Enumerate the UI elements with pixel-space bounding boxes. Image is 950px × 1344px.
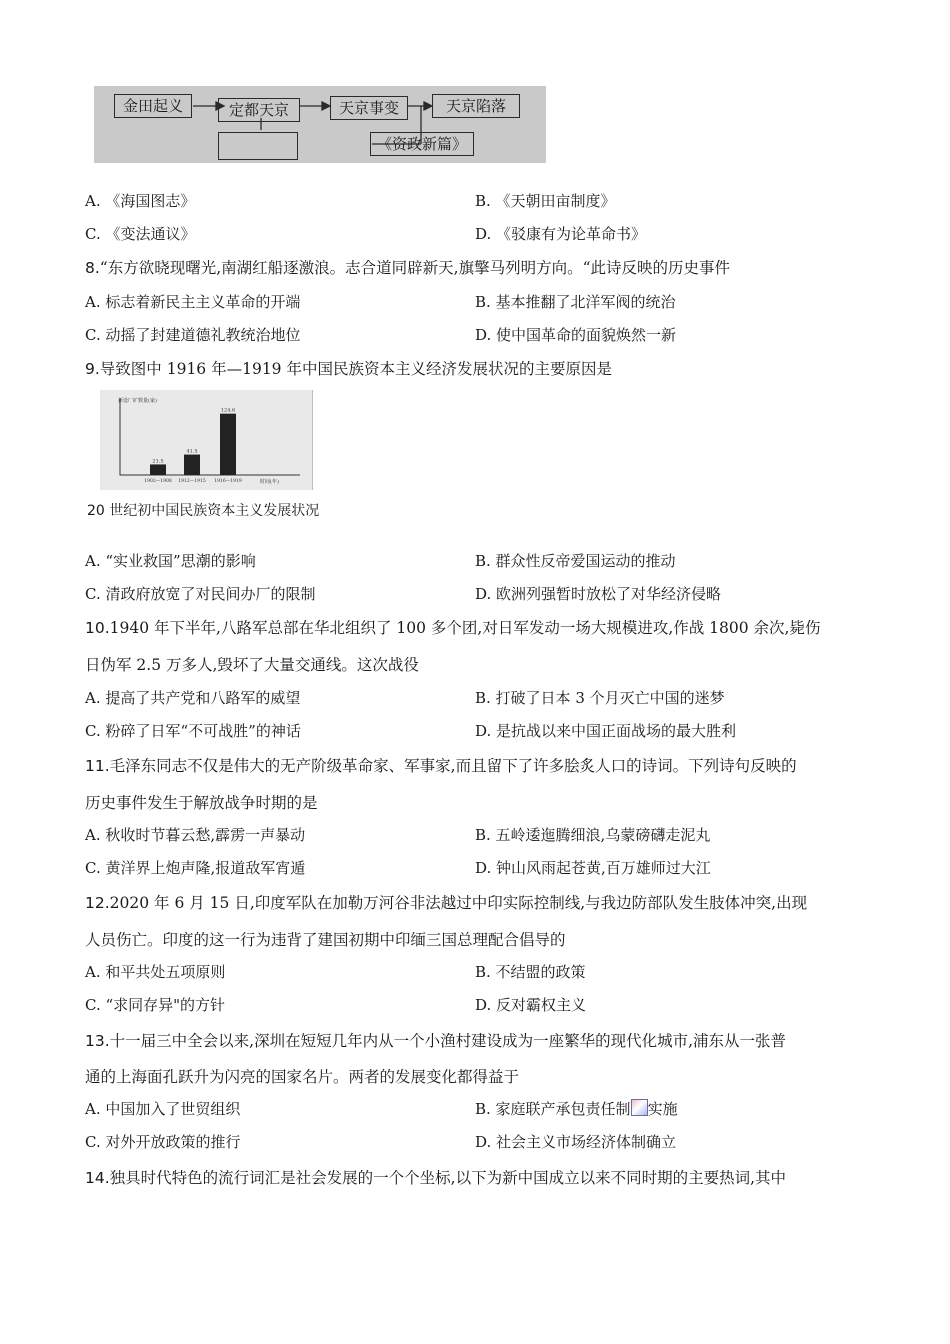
q13-option-b-tail: 实施 xyxy=(647,1100,678,1118)
q9-option-b: B. 群众性反帝爱国运动的推动 xyxy=(475,552,676,570)
chart-xlabel: 时间(年) xyxy=(260,479,279,485)
flow-box-blank xyxy=(218,132,298,160)
q13-option-d: D. 社会主义市场经济体制确立 xyxy=(475,1133,677,1151)
q12-option-a: A. 和平共处五项原则 xyxy=(85,963,226,981)
q9-stem xyxy=(85,357,612,379)
broken-image-icon xyxy=(631,1099,648,1116)
q14-number: 14. xyxy=(85,1169,110,1187)
flow-box-shibian: 天京事变 xyxy=(330,96,408,120)
q10-option-b: B. 打破了日本 3 个月灭亡中国的迷梦 xyxy=(475,689,725,707)
q9-option-c: C. 清政府放宽了对民间办厂的限制 xyxy=(85,585,316,603)
flow-box-xianluo: 天京陷落 xyxy=(432,94,520,118)
q10-text-1: 1940 年下半年,八路军总部在华北组织了 100 多个团,对日军发动一场大规模进攻,作战 1800 余次,毙伤 xyxy=(109,619,821,637)
q13-stem-line1 xyxy=(85,1029,786,1051)
q10-stem-line2: 日伪军 2.5 万多人,毁坏了大量交通线。这次战役 xyxy=(85,656,419,674)
q10-option-c: C. 粉碎了日军“不可战胜”的神话 xyxy=(85,722,301,740)
q13-text-1: 十一届三中全会以来,深圳在短短几年内从一个小渔村建设成为一座繁华的现代化城市,浦东从一张普 xyxy=(109,1032,787,1050)
q8-text: “东方欲晓现曙光,南湖红船逐激浪。志合道同辟新天,旗擎马列明方向。“此诗反映的历史事件 xyxy=(99,259,731,277)
chart-bar xyxy=(150,464,166,475)
q13-option-c: C. 对外开放政策的推行 xyxy=(85,1133,241,1151)
q8-option-b: B. 基本推翻了北洋军阀的统治 xyxy=(475,293,676,311)
q10-number: 10. xyxy=(85,619,110,637)
chart-category-label: 1916—1919 xyxy=(214,479,242,484)
chart-bar xyxy=(220,414,236,475)
q14-text: 独具时代特色的流行词汇是社会发展的一个个坐标,以下为新中国成立以来不同时期的主要热词,其中 xyxy=(109,1169,787,1187)
q12-option-c: C. “求同存异"的方针 xyxy=(85,996,226,1014)
chart-ylabel: 新设厂矿数量(家) xyxy=(118,398,157,404)
chart-category-label: 1902—1908 xyxy=(144,479,172,484)
q11-option-a: A. 秋收时节暮云愁,霹雳一声暴动 xyxy=(85,826,306,844)
q11-stem-line2: 历史事件发生于解放战争时期的是 xyxy=(85,794,318,812)
flow-box-zizheng: 《资政新篇》 xyxy=(370,132,474,156)
q13-option-b-text: B. 家庭联产承包责任制 xyxy=(475,1100,631,1118)
q11-text-1: 毛泽东同志不仅是伟大的无产阶级革命家、军事家,而且留下了许多脍炙人口的诗词。下列诗句反映的 xyxy=(109,757,797,775)
q8-option-c: C. 动摇了封建道德礼教统治地位 xyxy=(85,326,301,344)
chart-value-label: 41.5 xyxy=(186,448,198,455)
q9-text: 导致图中 1916 年—1919 年中国民族资本主义经济发展状况的主要原因是 xyxy=(99,360,612,378)
q8-option-a: A. 标志着新民主主义革命的开端 xyxy=(85,293,301,311)
chart-category-label: 1912—1915 xyxy=(178,479,206,484)
q9-number: 9. xyxy=(85,360,100,378)
flowchart-image xyxy=(94,86,546,163)
q9-option-d: D. 欧洲列强暂时放松了对华经济侵略 xyxy=(475,585,722,603)
q13-stem-line2: 通的上海面孔跃升为闪亮的国家名片。两者的发展变化都得益于 xyxy=(85,1068,520,1086)
q12-number: 12. xyxy=(85,894,110,912)
q7-option-b: B. 《天朝田亩制度》 xyxy=(475,192,616,210)
chart-bar xyxy=(184,455,200,475)
chart-caption: 20 世纪初中国民族资本主义发展状况 xyxy=(87,503,320,519)
q13-option-a: A. 中国加入了世贸组织 xyxy=(85,1100,241,1118)
q12-option-d: D. 反对霸权主义 xyxy=(475,996,587,1014)
q12-stem-line2: 人员伤亡。印度的这一行为违背了建国初期中印缅三国总理配合倡导的 xyxy=(85,931,566,949)
q8-option-d: D. 使中国革命的面貌焕然一新 xyxy=(475,326,677,344)
q12-text-1: 2020 年 6 月 15 日,印度军队在加勒万河谷非法越过中印实际控制线,与我边防部队发生肢体冲突,出现 xyxy=(109,894,808,912)
flow-box-dingdu: 定都天京 xyxy=(218,98,300,122)
q11-option-d: D. 钟山风雨起苍黄,百万雄师过大江 xyxy=(475,859,711,877)
bar-chart-svg xyxy=(100,390,312,490)
q8-number: 8. xyxy=(85,259,100,277)
q7-option-c: C. 《变法通议》 xyxy=(85,225,196,243)
q10-stem-line1 xyxy=(85,616,820,638)
q11-stem-line1 xyxy=(85,754,797,776)
q10-option-d: D. 是抗战以来中国正面战场的最大胜利 xyxy=(475,722,737,740)
q13-option-b xyxy=(475,1098,678,1119)
q12-stem-line1 xyxy=(85,891,807,913)
q14-stem xyxy=(85,1166,786,1188)
q10-option-a: A. 提高了共产党和八路军的威望 xyxy=(85,689,301,707)
q9-option-a: A. “实业救国”思潮的影响 xyxy=(85,552,256,570)
chart-value-label: 21.5 xyxy=(152,458,164,465)
q12-option-b: B. 不结盟的政策 xyxy=(475,963,586,981)
q11-number: 11. xyxy=(85,757,110,775)
q7-option-d: D. 《驳康有为论革命书》 xyxy=(475,225,647,243)
q13-number: 13. xyxy=(85,1032,110,1050)
flow-box-jintian: 金田起义 xyxy=(114,94,192,118)
chart-axes xyxy=(120,398,300,475)
chart-value-label: 124.6 xyxy=(220,407,236,414)
q11-option-c: C. 黄洋界上炮声隆,报道敌军宵遁 xyxy=(85,859,306,877)
bar-chart xyxy=(100,390,313,490)
q11-option-b: B. 五岭逶迤腾细浪,乌蒙磅礴走泥丸 xyxy=(475,826,711,844)
q8-stem xyxy=(85,256,730,278)
q7-option-a: A. 《海国图志》 xyxy=(85,192,196,210)
